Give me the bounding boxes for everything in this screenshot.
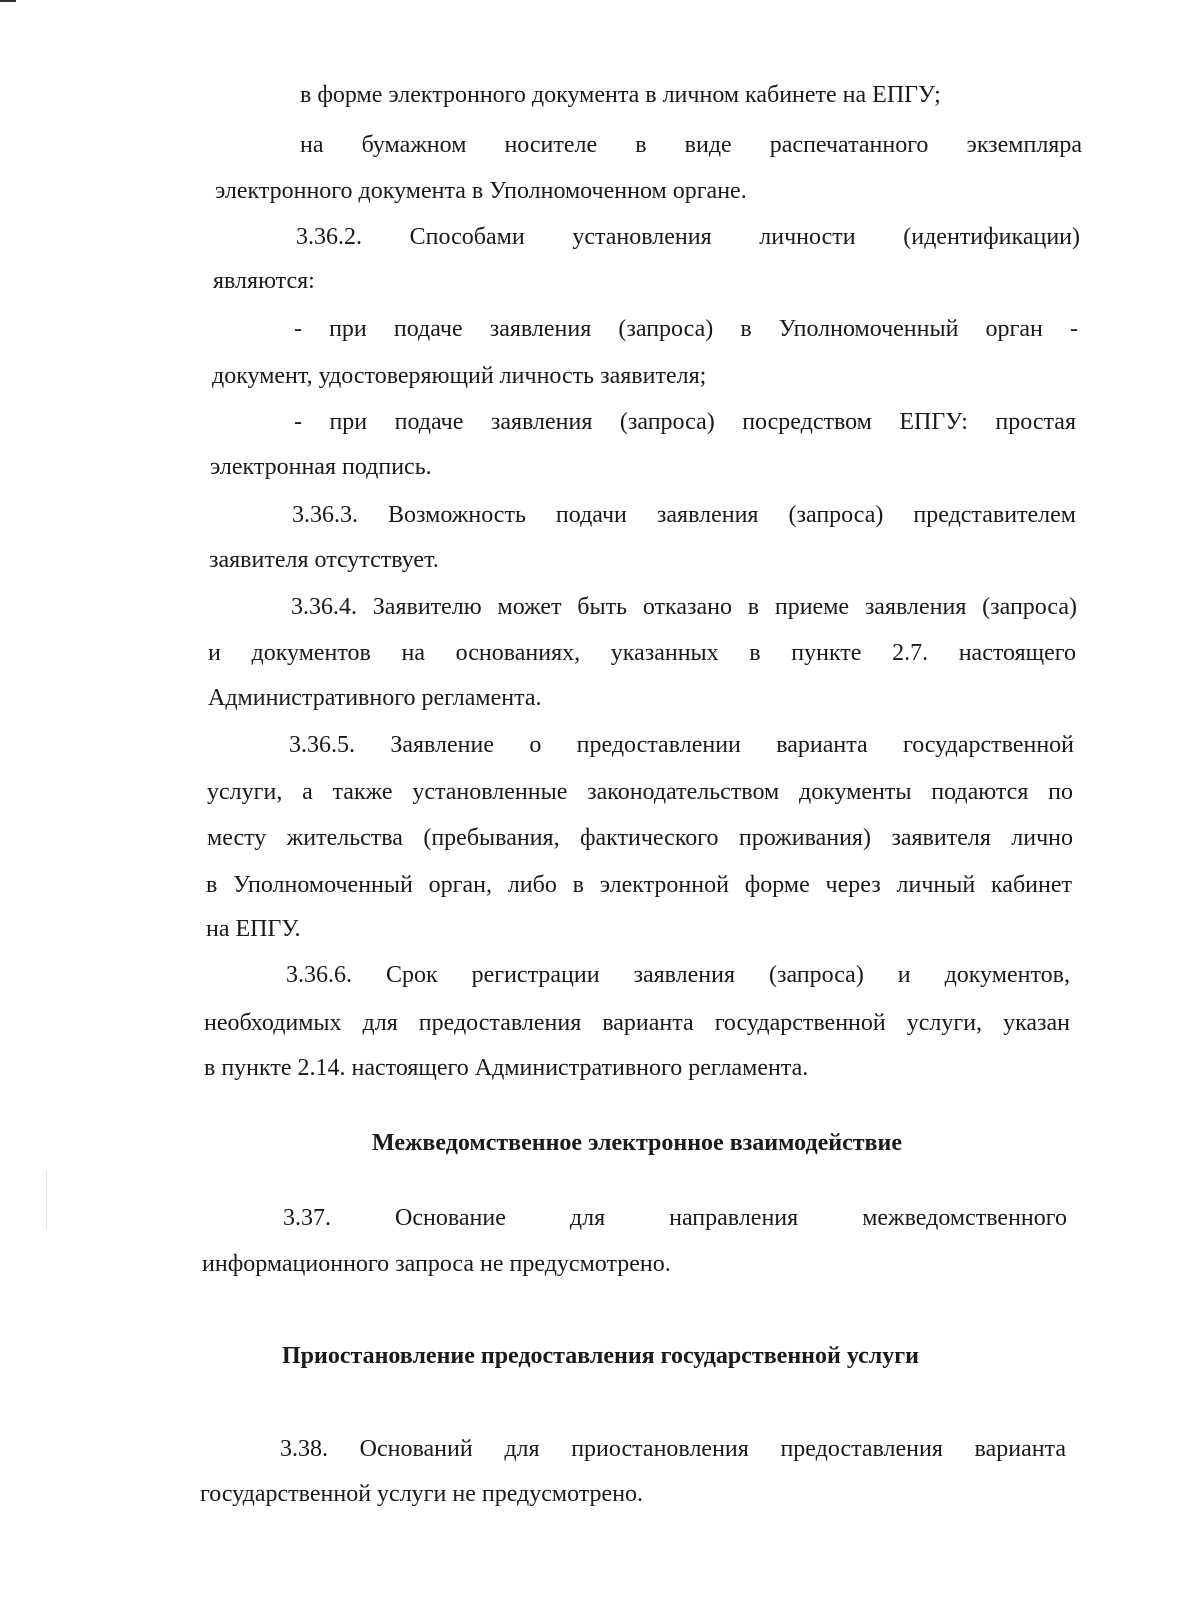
text-line: 3.37. Основание для направления межведомственного [283,1205,1067,1231]
text-line: месту жительства (пребывания, фактического проживания) заявителя лично [207,825,1073,851]
text-line: - при подаче заявления (запроса) посредством ЕПГУ: простая [294,409,1076,435]
text-line: необходимых для предоставления варианта государственной услуги, указан [204,1010,1070,1036]
text-line: 3.36.4. Заявителю может быть отказано в приеме заявления (запроса) [291,594,1077,620]
text-line: заявителя отсутствует. [209,547,439,573]
text-line: 3.36.2. Способами установления личности (идентификации) [296,224,1080,250]
text-line: - при подаче заявления (запроса) в Уполномоченный орган - [294,316,1078,342]
text-line: на ЕПГУ. [206,916,301,942]
scan-corner-mark [0,0,16,2]
text-line: в пункте 2.14. настоящего Административного регламента. [204,1055,809,1081]
text-line: 3.36.5. Заявление о предоставлении варианта государственной [289,732,1074,758]
text-line: документ, удостоверяющий личность заявителя; [212,363,707,389]
text-line: 3.38. Оснований для приостановления предоставления варианта [280,1436,1066,1462]
text-line: электронная подпись. [210,454,432,480]
text-line: электронного документа в Уполномоченном органе. [215,178,747,204]
scan-artifact [46,1170,47,1230]
text-line: 3.36.3. Возможность подачи заявления (запроса) представителем [292,502,1076,528]
text-line: Административного регламента. [208,685,542,711]
section-heading: Межведомственное электронное взаимодействие [372,1130,902,1156]
text-line: услуги, а также установленные законодательством документы подаются по [207,779,1073,805]
text-line: и документов на основаниях, указанных в пункте 2.7. настоящего [208,640,1076,666]
text-line: 3.36.6. Срок регистрации заявления (запроса) и документов, [286,962,1070,988]
text-line: информационного запроса не предусмотрено. [202,1251,671,1277]
section-heading: Приостановление предоставления государственной услуги [282,1343,919,1369]
text-line: в форме электронного документа в личном кабинете на ЕПГУ; [300,82,941,108]
text-line: государственной услуги не предусмотрено. [200,1481,644,1507]
text-line: на бумажном носителе в виде распечатанного экземпляра [300,132,1082,158]
text-line: являются: [213,268,315,294]
text-line: в Уполномоченный орган, либо в электронной форме через личный кабинет [206,872,1072,898]
